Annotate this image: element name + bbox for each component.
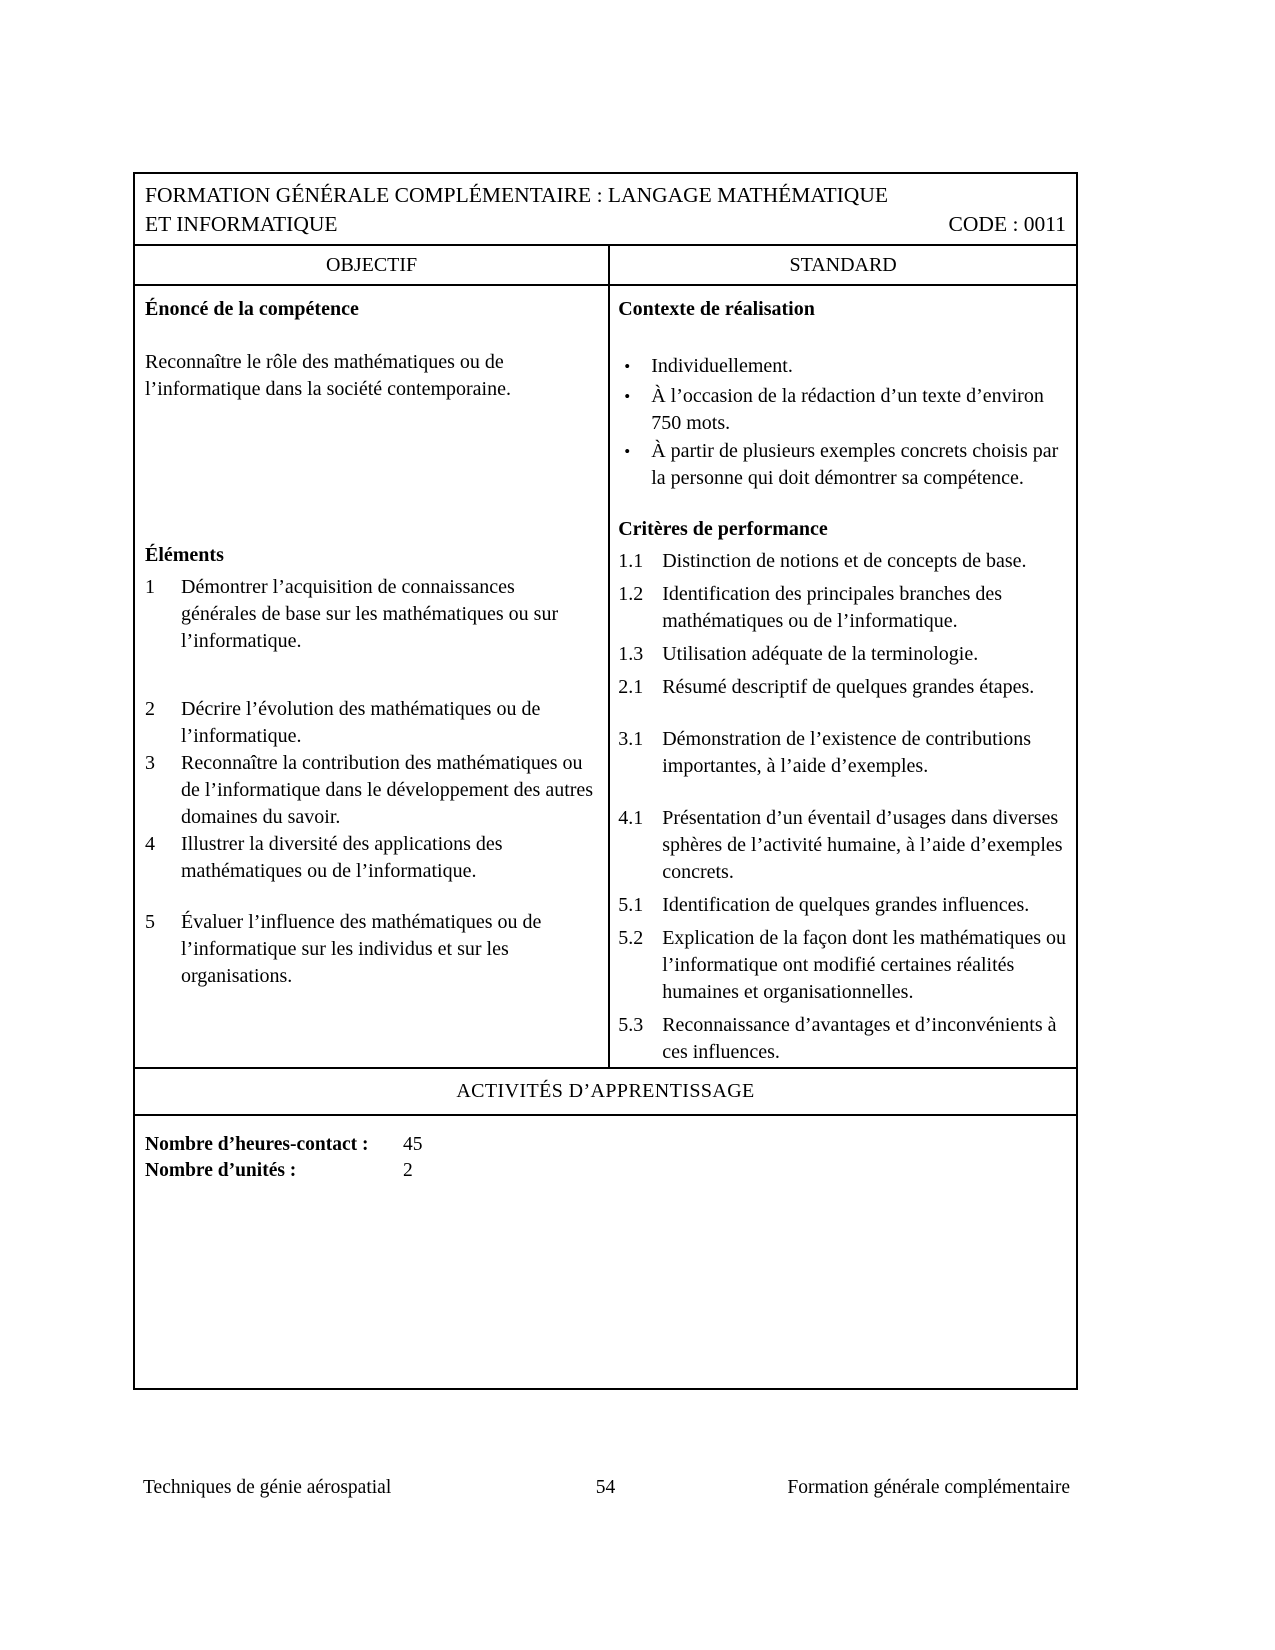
enonce-heading: Énoncé de la compétence (145, 298, 359, 320)
criterion-text: Explication de la façon dont les mathématiques ou l’informatique ont modifié certaines réalités humaines et organisationnelles. (662, 927, 1066, 1003)
criterion-text: Identification des principales branches des mathématiques ou de l’informatique. (662, 583, 1003, 632)
contexte-heading: Contexte de réalisation (618, 298, 815, 320)
criterion-item (618, 641, 1068, 668)
units-line (145, 1158, 1066, 1184)
element-item (145, 909, 594, 990)
element-text: Décrire l’évolution des mathématiques ou de l’informatique. (181, 698, 541, 747)
bullet-text: À l’occasion de la rédaction d’un texte d’environ 750 mots. (651, 385, 1044, 434)
hours-line (145, 1132, 1066, 1158)
element-number: 1 (145, 576, 155, 598)
column-header-objectif: OBJECTIF (135, 246, 610, 284)
bullet-text: À partir de plusieurs exemples concrets choisis par la personne qui doit démontrer sa compétence. (651, 440, 1059, 489)
element-text: Évaluer l’influence des mathématiques ou de l’informatique sur les individus et sur les organisations. (181, 911, 542, 987)
criterion-item (618, 1012, 1068, 1066)
page-footer (133, 1477, 1078, 1499)
element-item (145, 696, 594, 750)
element-item (145, 831, 594, 885)
criterion-item (618, 581, 1068, 635)
context-bullet (618, 383, 1068, 437)
element-item (145, 574, 594, 655)
criterion-number: 5.3 (618, 1014, 644, 1036)
page-number: 54 (595, 1477, 616, 1498)
table-title-line1: FORMATION GÉNÉRALE COMPLÉMENTAIRE : LANGAGE MATHÉMATIQUE (145, 183, 888, 207)
criterion-item (618, 726, 1068, 780)
criterion-text: Présentation d’un éventail d’usages dans diverses sphères de l’activité humaine, à l’aide d’exemples concrets. (662, 807, 1063, 883)
column-header-row (135, 246, 1076, 286)
element-item (145, 750, 594, 831)
context-bullet (618, 353, 1068, 380)
criterion-number: 5.2 (618, 927, 644, 949)
criterion-text: Identification de quelques grandes influences. (662, 894, 1030, 916)
criterion-number: 2.1 (618, 676, 644, 698)
bullet-icon: • (624, 357, 631, 376)
table-title-line2: ET INFORMATIQUE (145, 212, 338, 236)
course-table (133, 172, 1078, 1390)
hours-value: 45 (403, 1134, 423, 1155)
criterion-item (618, 805, 1068, 886)
element-text: Démontrer l’acquisition de connaissances générales de base sur les mathématiques ou sur l’informatique. (181, 576, 559, 652)
units-label: Nombre d’unités : (145, 1160, 297, 1181)
criterion-text: Reconnaissance d’avantages et d’inconvénients à ces influences. (662, 1014, 1057, 1063)
element-number: 5 (145, 911, 155, 933)
criterion-text: Démonstration de l’existence de contributions importantes, à l’aide d’exemples. (662, 728, 1031, 777)
objectif-cell (135, 286, 610, 1067)
main-content-row (135, 286, 1076, 1069)
bullet-icon: • (624, 442, 631, 461)
activites-heading: ACTIVITÉS D’APPRENTISSAGE (135, 1069, 1076, 1116)
code-label: CODE : 0011 (948, 212, 1066, 236)
criterion-item (618, 674, 1068, 701)
element-number: 3 (145, 752, 155, 774)
element-number: 2 (145, 698, 155, 720)
criterion-number: 1.3 (618, 643, 644, 665)
criterion-number: 5.1 (618, 894, 644, 916)
criterion-number: 4.1 (618, 807, 644, 829)
units-value: 2 (403, 1160, 413, 1181)
footer-left: Techniques de génie aérospatial (143, 1477, 392, 1498)
criterion-text: Résumé descriptif de quelques grandes étapes. (662, 676, 1035, 698)
activites-details-cell (135, 1116, 1076, 1388)
element-text: Illustrer la diversité des applications des mathématiques ou de l’informatique. (181, 833, 503, 882)
criterion-number: 3.1 (618, 728, 644, 750)
table-title-row (135, 174, 1076, 246)
context-bullet (618, 438, 1068, 492)
criterion-item (618, 925, 1068, 1006)
elements-heading: Éléments (145, 544, 224, 566)
column-header-standard: STANDARD (789, 253, 897, 276)
criterion-item (618, 548, 1068, 575)
criterion-number: 1.1 (618, 550, 644, 572)
bullet-text: Individuellement. (651, 355, 793, 377)
element-text: Reconnaître la contribution des mathématiques ou de l’informatique dans le développement des autres domaines du savoir. (181, 752, 594, 828)
criterion-item (618, 892, 1068, 919)
footer-right: Formation générale complémentaire (787, 1477, 1070, 1498)
bullet-icon: • (624, 387, 631, 406)
enonce-text: Reconnaître le rôle des mathématiques ou de l’informatique dans la société contemporaine. (145, 351, 511, 400)
standard-cell (610, 286, 1076, 1067)
criterion-text: Utilisation adéquate de la terminologie. (662, 643, 979, 665)
criterion-number: 1.2 (618, 583, 644, 605)
criteres-heading: Critères de performance (618, 518, 828, 540)
element-number: 4 (145, 833, 155, 855)
hours-label: Nombre d’heures-contact : (145, 1134, 369, 1155)
criterion-text: Distinction de notions et de concepts de base. (662, 550, 1027, 572)
